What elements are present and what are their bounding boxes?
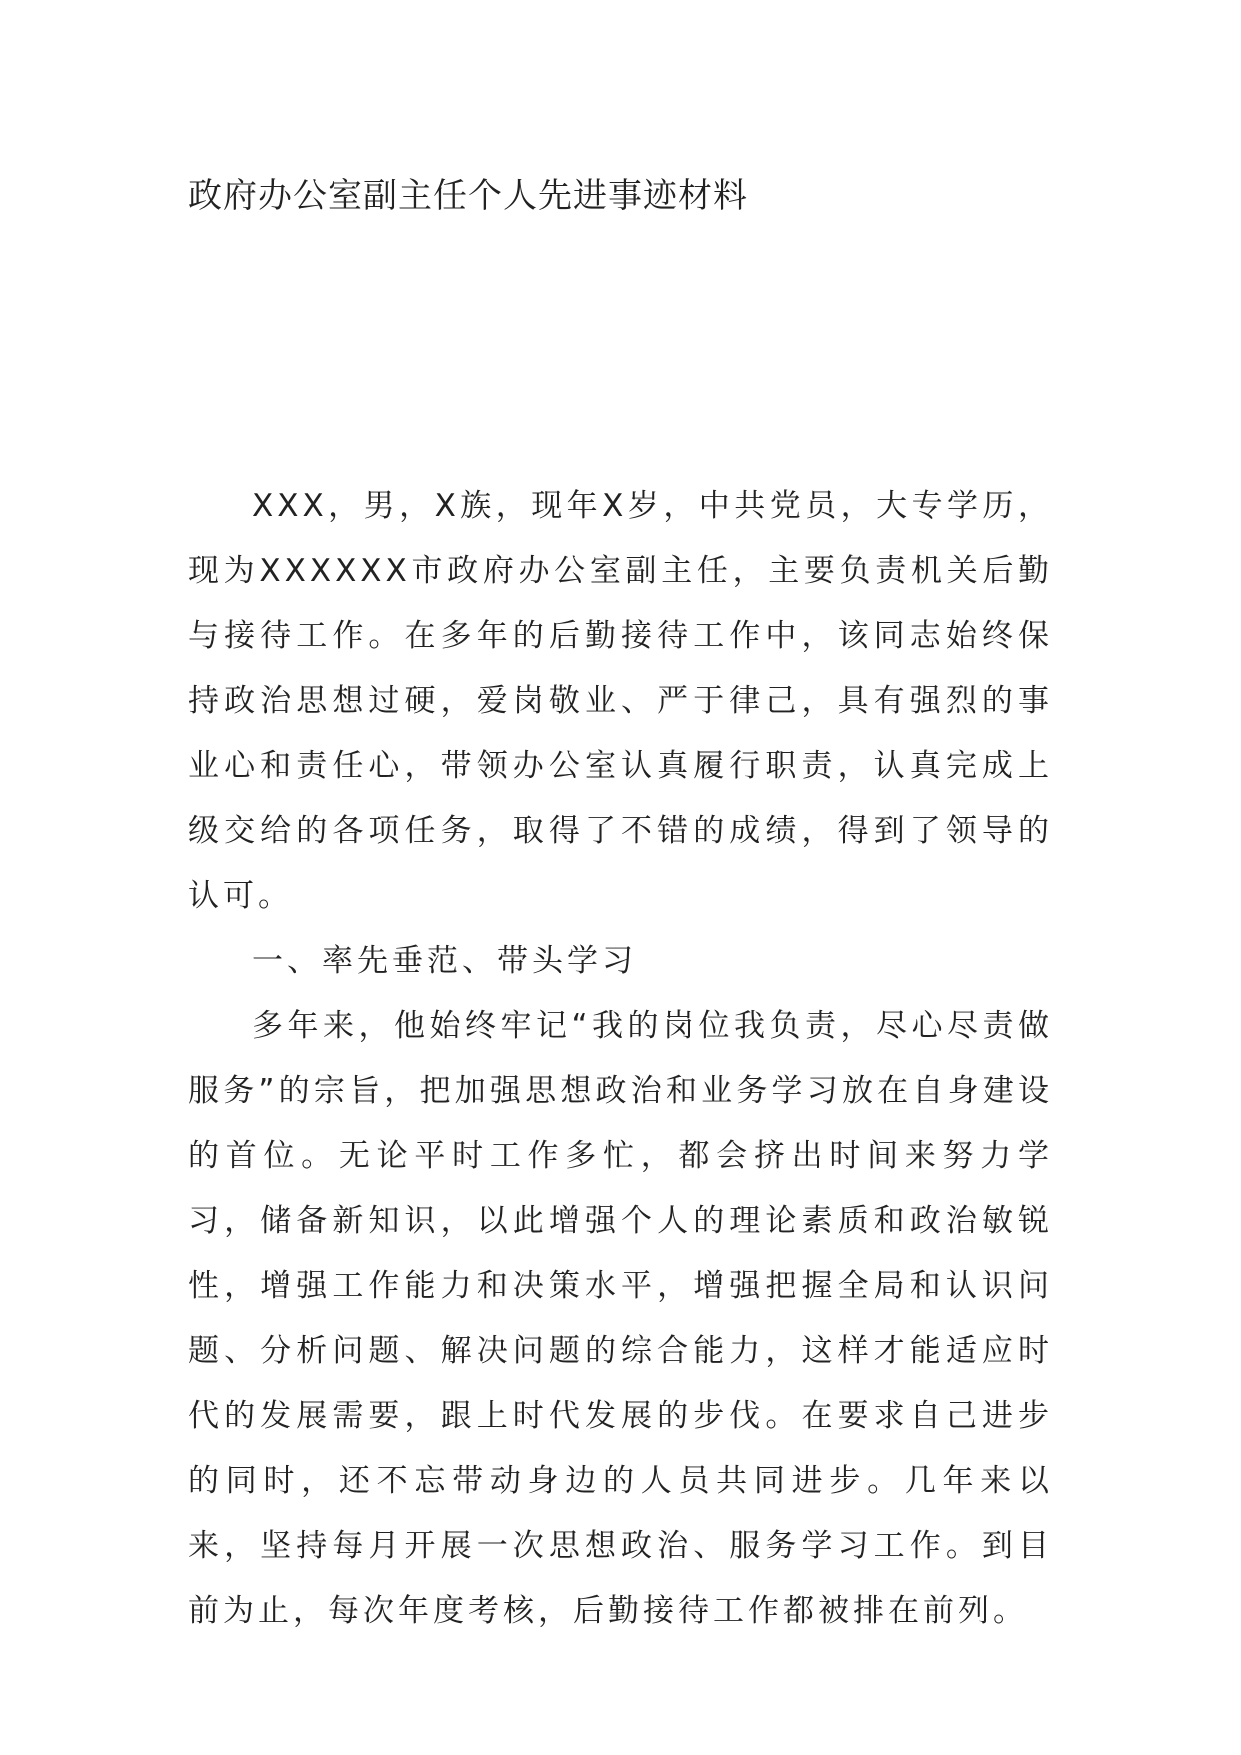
document-title: 政府办公室副主任个人先进事迹材料 — [188, 176, 748, 216]
document-body — [188, 474, 1053, 1644]
paragraph-intro: XXX，男，X族，现年X岁，中共党员，大专学历，现为XXXXXX市政府办公室副主任，主要负责机关后勤与接待工作。在多年的后勤接待工作中，该同志始终保持政治思想过硬，爱岗敬业、严于律己，具有强烈的事业心和责任心，带领办公室认真履行职责，认真完成上级交给的各项任务，取得了不错的成绩，得到了领导的认可。 — [188, 488, 1053, 914]
section-heading-1: 一、率先垂范、带头学习 — [252, 943, 637, 979]
paragraph-section-1: 多年来，他始终牢记“我的岗位我负责，尽心尽责做服务”的宗旨，把加强思想政治和业务学习放在自身建设的首位。无论平时工作多忙，都会挤出时间来努力学习，储备新知识，以此增强个人的理论素质和政治敏锐性，增强工作能力和决策水平，增强把握全局和认识问题、分析问题、解决问题的综合能力，这样才能适应时代的发展需要，跟上时代发展的步伐。在要求自己进步的同时，还不忘带动身边的人员共同进步。几年来以来，坚持每月开展一次思想政治、服务学习工作。到目前为止，每次年度考核，后勤接待工作都被排在前列。 — [188, 1008, 1053, 1629]
